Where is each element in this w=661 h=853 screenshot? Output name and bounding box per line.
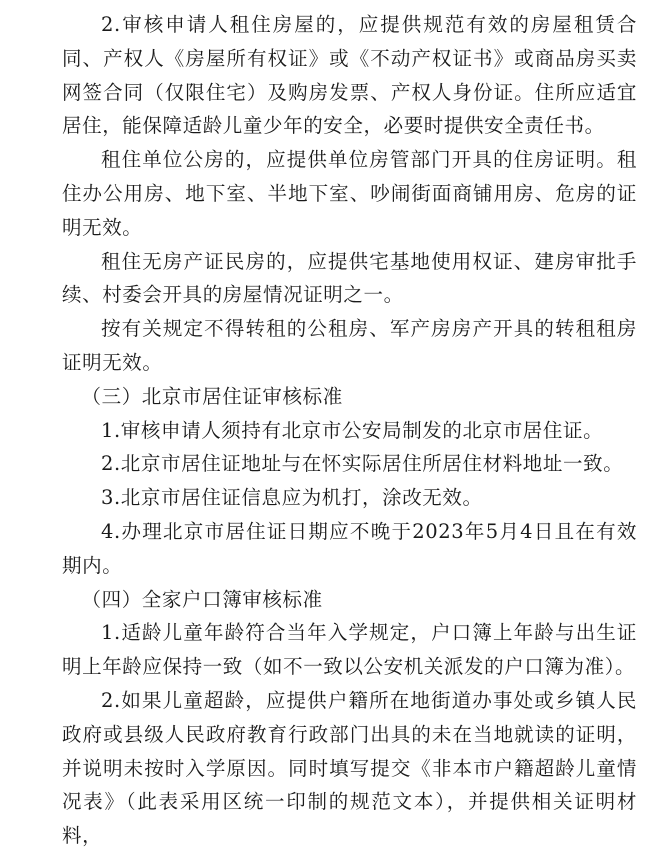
paragraph-private-housing: 租住无房产证民房的，应提供宅基地使用权证、建房审批手续、村委会开具的房屋情况证明之一。: [62, 249, 637, 307]
list-item: 3.北京市居住证信息应为机打，涂改无效。: [101, 486, 483, 510]
section-heading-household-register: （四）全家户口簿审核标准: [81, 587, 323, 611]
list-item: 2.北京市居住证地址与在怀实际居住所居住材料地址一致。: [101, 452, 624, 476]
paragraph-unit-public-housing: 租住单位公房的，应提供单位房管部门开具的住房证明。租住办公用房、地下室、半地下室、吵闹街面商铺用房、危房的证明无效。: [62, 148, 637, 239]
paragraph-rental-housing: 2.审核申请人租住房屋的，应提供规范有效的房屋租赁合同、产权人《房屋所有权证》或《不动产权证书》或商品房买卖网签合同（仅限住宅）及购房发票、产权人身份证。住所应适宜居住，能保障适龄儿童少年的安全，必要时提供安全责任书。: [62, 13, 637, 138]
list-item: 4.办理北京市居住证日期应不晚于2023年5月4日且在有效期内。: [62, 519, 637, 577]
paragraph-sublet-invalid: 按有关规定不得转租的公租房、军产房房产开具的转租租房证明无效。: [62, 317, 637, 374]
list-item: 1.适龄儿童年龄符合当年入学规定，户口簿上年龄与出生证明上年龄应保持一致（如不一致以公安机关派发的户口簿为准）。: [62, 621, 637, 679]
list-item: 1.审核申请人须持有北京市公安局制发的北京市居住证。: [101, 418, 604, 442]
section-heading-residence-permit: （三）北京市居住证审核标准: [81, 384, 343, 408]
document-body: [62, 8, 637, 853]
list-item: 2.如果儿童超龄，应提供户籍所在地街道办事处或乡镇人民政府或县级人民政府教育行政部门出具的未在当地就读的证明，并说明未按时入学原因。同时填写提交《非本市户籍超龄儿童情况表》（此表采用区统一印制的规范文本），并提供相关证明材料，: [62, 688, 637, 848]
